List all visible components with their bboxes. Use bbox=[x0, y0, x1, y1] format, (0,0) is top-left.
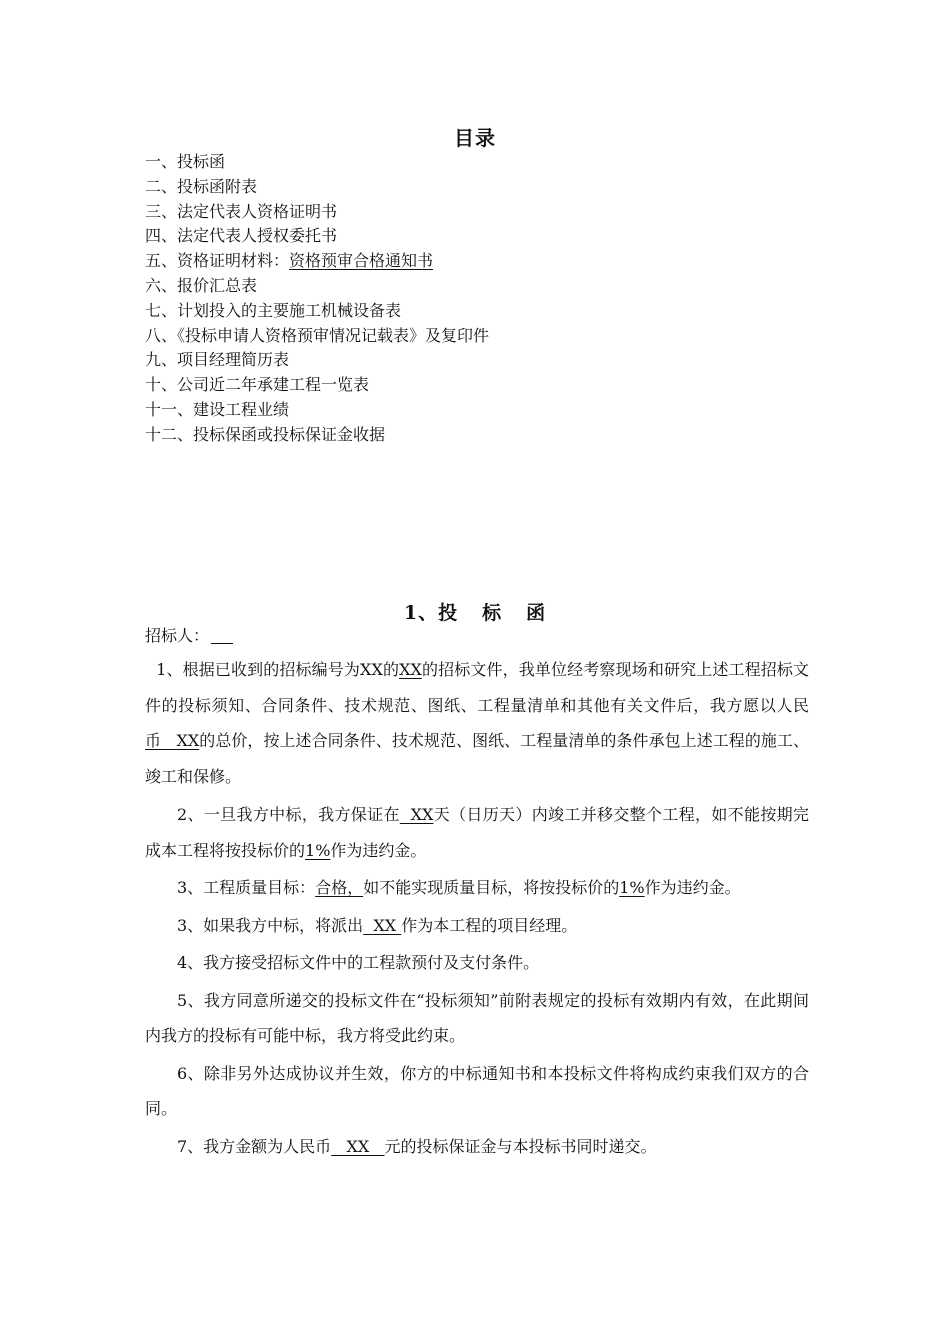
paragraph-4: 3、如果我方中标，将派出 XX 作为本工程的项目经理。 bbox=[177, 915, 578, 935]
toc-item: 十、公司近二年承建工程一览表 bbox=[145, 375, 370, 395]
recipient-blank bbox=[211, 642, 233, 644]
toc-item: 六、报价汇总表 bbox=[145, 275, 258, 295]
toc-list bbox=[145, 150, 489, 448]
toc-item: 一、投标函 bbox=[145, 152, 226, 171]
paragraph-3: 3、工程质量目标：合格，如不能实现质量目标，将按投标价的1%作为违约金。 bbox=[177, 878, 741, 897]
toc-item: 四、法定代表人授权委托书 bbox=[145, 226, 338, 246]
toc-item: 八、《投标申请人资格预审情况记载表》及复印件 bbox=[145, 325, 490, 345]
recipient-label: 招标人： bbox=[145, 626, 210, 645]
recipient-line bbox=[145, 623, 233, 649]
toc-item: 十一、建设工程业绩 bbox=[145, 399, 290, 419]
toc-item: 二、投标函附表 bbox=[145, 176, 258, 196]
toc-title: 目录 bbox=[454, 126, 496, 150]
paragraph-5: 4、我方接受招标文件中的工程款预付及支付条件。 bbox=[177, 953, 540, 972]
letter-body bbox=[145, 652, 809, 1164]
paragraph-8: 7、我方金额为人民币 XX 元的投标保证金与本投标书同时递交。 bbox=[177, 1136, 657, 1156]
toc-item: 十二、投标保函或投标保证金收据 bbox=[145, 424, 386, 444]
toc-item: 九、项目经理简历表 bbox=[145, 350, 290, 370]
toc-item-prefix: 五、资格证明材料： bbox=[145, 251, 290, 271]
paragraph-1: 1、根据已收到的招标编号为XX的XX的招标文件，我单位经考察现场和研究上述工程招标文件的投标须知、合同条件、技术规范、图纸、工程量清单和其他有关文件后，我方愿以人民币 XX的总价，按上述合同条件、技术规范、图纸、工程量清单的条件承包上述工程的施工、竣工和保修。 bbox=[145, 660, 809, 786]
paragraph-7: 6、除非另外达成协议并生效，你方的中标通知书和本投标文件将构成约束我们双方的合同。 bbox=[145, 1063, 809, 1118]
toc-item bbox=[145, 249, 489, 274]
paragraph-6: 5、我方同意所递交的投标文件在“投标须知”前附表规定的投标有效期内有效，在此期间内我方的投标有可能中标，我方将受此约束。 bbox=[145, 990, 809, 1045]
toc-item: 三、法定代表人资格证明书 bbox=[145, 201, 338, 221]
paragraph-2: 2、一旦我方中标，我方保证在 XX天（日历天）内竣工并移交整个工程，如不能按期完成本工程将按投标价的1%作为违约金。 bbox=[145, 805, 809, 860]
toc-item-underlined: 资格预审合格通知书 bbox=[289, 251, 434, 271]
toc-item: 七、计划投入的主要施工机械设备表 bbox=[145, 300, 402, 320]
letter-title: 1、投 标 函 bbox=[403, 602, 547, 624]
